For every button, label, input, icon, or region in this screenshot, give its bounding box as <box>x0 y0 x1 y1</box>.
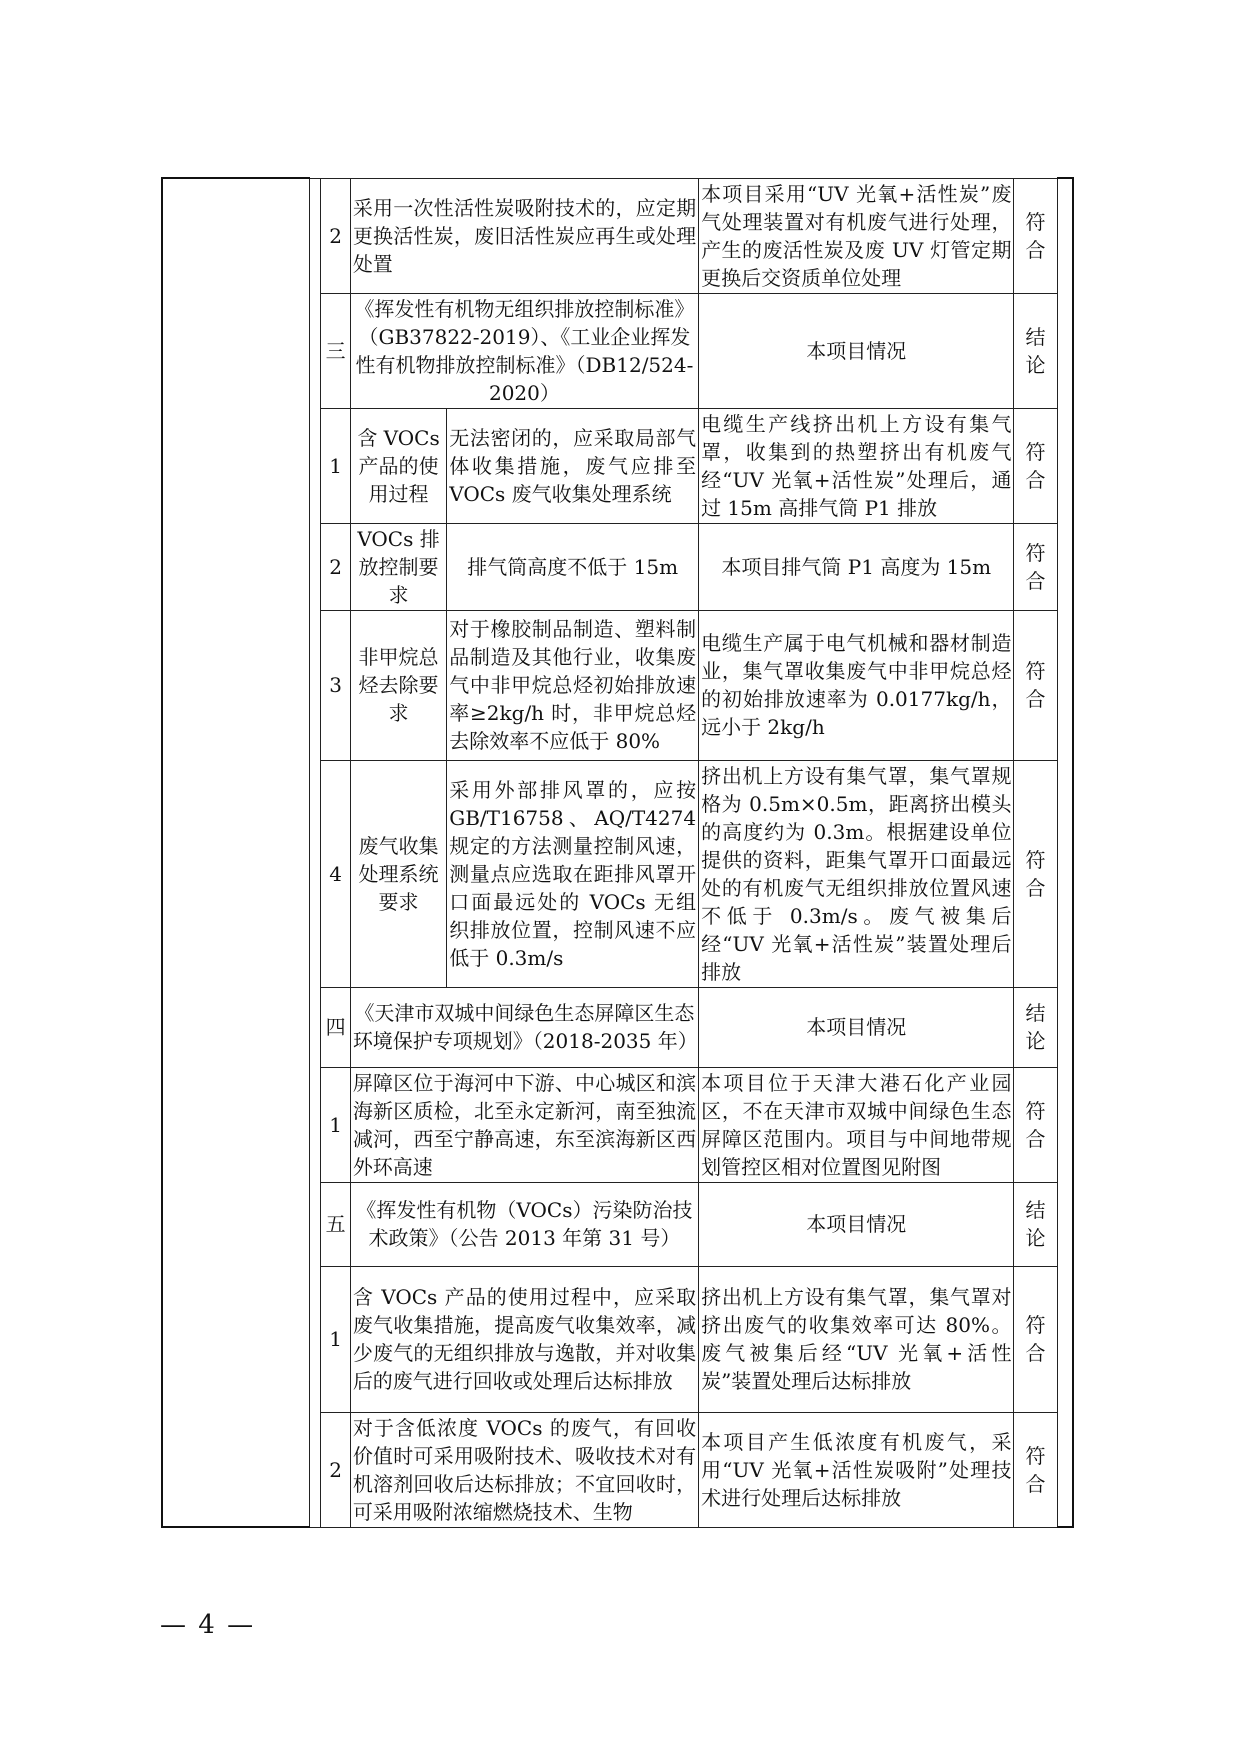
section-title: 《天津市双城中间绿色生态屏障区生态环境保护专项规划》（2018-2035 年） <box>350 987 698 1067</box>
conclusion-cell: 符合 <box>1014 1067 1057 1182</box>
section-number: 五 <box>321 1182 350 1266</box>
section-number: 四 <box>321 987 350 1067</box>
table-row <box>162 178 1073 293</box>
section-title: 《挥发性有机物（VOCs）污染防治技术政策》（公告 2013 年第 31 号） <box>350 1182 698 1266</box>
situation-cell: 本项目位于天津大港石化产业园区，不在天津市双城中间绿色生态屏障区范围内。项目与中间地带规划管控区相对位置图见附图 <box>699 1067 1014 1182</box>
conclusion-header: 结论 <box>1014 987 1057 1067</box>
situation-cell: 挤出机上方设有集气罩，集气罩对挤出废气的收集效率可达 80%。废气被集后经“UV 光氧+活性炭”装置处理后达标排放 <box>699 1266 1014 1412</box>
situation-cell: 挤出机上方设有集气罩，集气罩规格为 0.5m×0.5m，距离挤出模头的高度约为 0.3m。根据建设单位提供的资料，距集气罩开口面最远处的有机废气无组织排放位置风速不低于 0.3m/s。废气被集后经“UV 光氧+活性炭”装置处理后排放 <box>699 760 1014 987</box>
conclusion-cell: 符合 <box>1014 760 1057 987</box>
conclusion-header: 结论 <box>1014 1182 1057 1266</box>
requirement-cell: 对于橡胶制品制造、塑料制品制造及其他行业，收集废气中非甲烷总烃初始排放速率≥2kg/h 时，非甲烷总烃去除效率不应低于 80% <box>447 610 699 760</box>
row-number: 4 <box>321 760 350 987</box>
conclusion-cell: 符合 <box>1014 1412 1057 1527</box>
outer-right-cell <box>1057 178 1073 1527</box>
row-number: 2 <box>321 1412 350 1527</box>
situation-header: 本项目情况 <box>699 293 1014 408</box>
row-number: 3 <box>321 610 350 760</box>
spacer-cell <box>309 178 320 1527</box>
row-number: 2 <box>321 523 350 610</box>
conclusion-cell: 符合 <box>1014 610 1057 760</box>
item-cell: 废气收集处理系统要求 <box>350 760 446 987</box>
row-number: 1 <box>321 1067 350 1182</box>
requirement-cell: 屏障区位于海河中下游、中心城区和滨海新区质检，北至永定新河，南至独流减河，西至宁静高速，东至滨海新区西外环高速 <box>350 1067 698 1182</box>
requirement-cell: 采用外部排风罩的，应按 GB/T16758、AQ/T4274 规定的方法测量控制风速，测量点应选取在距排风罩开口面最远处的 VOCs 无组织排放位置，控制风速不应低于 0.3m/s <box>447 760 699 987</box>
conclusion-header: 结论 <box>1014 293 1057 408</box>
situation-header: 本项目情况 <box>699 987 1014 1067</box>
row-number: 1 <box>321 1266 350 1412</box>
situation-cell: 电缆生产线挤出机上方设有集气罩，收集到的热塑挤出有机废气经“UV 光氧+活性炭”处理后，通过 15m 高排气筒 P1 排放 <box>699 408 1014 523</box>
requirement-cell: 无法密闭的，应采取局部气体收集措施，废气应排至 VOCs 废气收集处理系统 <box>447 408 699 523</box>
row-number: 2 <box>321 178 350 293</box>
conclusion-cell: 符合 <box>1014 523 1057 610</box>
situation-cell: 本项目排气筒 P1 高度为 15m <box>699 523 1014 610</box>
item-cell: 非甲烷总烃去除要求 <box>350 610 446 760</box>
situation-header: 本项目情况 <box>699 1182 1014 1266</box>
section-title: 《挥发性有机物无组织排放控制标准》（GB37822-2019）、《工业企业挥发性有机物排放控制标准》（DB12/524-2020） <box>350 293 698 408</box>
section-number: 三 <box>321 293 350 408</box>
requirement-cell: 含 VOCs 产品的使用过程中，应采取废气收集措施，提高废气收集效率，减少废气的无组织排放与逸散，并对收集后的废气进行回收或处理后达标排放 <box>350 1266 698 1412</box>
requirement-cell: 对于含低浓度 VOCs 的废气，有回收价值时可采用吸附技术、吸收技术对有机溶剂回收后达标排放；不宜回收时，可采用吸附浓缩燃烧技术、生物 <box>350 1412 698 1527</box>
situation-cell: 本项目采用“UV 光氧+活性炭”废气处理装置对有机废气进行处理，产生的废活性炭及废 UV 灯管定期更换后交资质单位处理 <box>699 178 1014 293</box>
item-cell: VOCs 排放控制要求 <box>350 523 446 610</box>
item-cell: 含 VOCs 产品的使用过程 <box>350 408 446 523</box>
compliance-table <box>161 177 1074 1528</box>
situation-cell: 电缆生产属于电气机械和器材制造业，集气罩收集废气中非甲烷总烃的初始排放速率为 0.0177kg/h，远小于 2kg/h <box>699 610 1014 760</box>
requirement-cell: 排气筒高度不低于 15m <box>447 523 699 610</box>
situation-cell: 本项目产生低浓度有机废气，采用“UV 光氧+活性炭吸附”处理技术进行处理后达标排放 <box>699 1412 1014 1527</box>
row-number: 1 <box>321 408 350 523</box>
outer-left-cell <box>162 178 309 1527</box>
conclusion-cell: 符合 <box>1014 178 1057 293</box>
conclusion-cell: 符合 <box>1014 1266 1057 1412</box>
conclusion-cell: 符合 <box>1014 408 1057 523</box>
page-number: — 4 — <box>160 1610 256 1640</box>
requirement-cell: 采用一次性活性炭吸附技术的，应定期更换活性炭，废旧活性炭应再生或处理处置 <box>350 178 698 293</box>
